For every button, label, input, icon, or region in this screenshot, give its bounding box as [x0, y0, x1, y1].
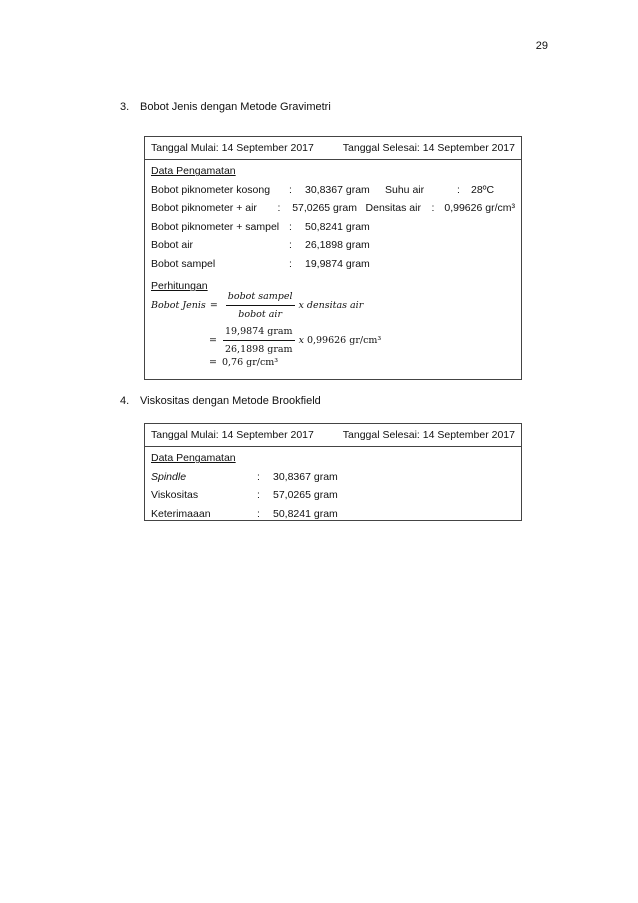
row-colon-2: : [431, 202, 435, 215]
row-value: 57,0265 gram [273, 489, 338, 502]
result-value: 0,76 gr/cm³ [221, 357, 279, 368]
formula-equals: = [209, 300, 218, 311]
section-3-heading [120, 101, 331, 113]
gravimetri-date-header [145, 137, 521, 160]
gravimetri-date-end: Tanggal Selesai: 14 September 2017 [342, 142, 515, 154]
section-3-title: Bobot Jenis dengan Metode Gravimetri [140, 101, 331, 113]
formula-denominator: bobot air [238, 309, 282, 320]
row-colon: : [257, 470, 260, 483]
section-4-number: 4. [120, 395, 130, 407]
brookfield-date-header [145, 424, 521, 447]
brookfield-date-start: Tanggal Mulai: 14 September 2017 [151, 429, 314, 441]
step2-fraction [223, 325, 295, 356]
brookfield-observation-table [151, 468, 515, 524]
gravimetri-observation-heading: Data Pengamatan [151, 165, 236, 178]
row-colon: : [289, 239, 292, 252]
formula-line-1 [151, 290, 363, 321]
row-colon-2: : [457, 183, 460, 196]
table-row [151, 199, 515, 218]
section-4-title: Viskositas dengan Metode Brookfield [140, 395, 321, 407]
row-label: Bobot air [151, 239, 194, 252]
step2-denominator: 26,1898 gram [224, 344, 293, 355]
row-label-2: Densitas air [365, 202, 421, 215]
table-row [151, 468, 515, 487]
row-value: 30,8367 gram [305, 183, 370, 196]
gravimetri-box [144, 136, 522, 380]
formula-line-3 [209, 357, 278, 368]
row-label: Viskositas [151, 489, 199, 502]
row-value: 30,8367 gram [273, 470, 338, 483]
table-row [151, 255, 515, 274]
formula-numerator: bobot sampel [226, 290, 295, 306]
page-number: 29 [535, 40, 548, 52]
row-value: 50,8241 gram [273, 507, 338, 520]
step2-equals: = [209, 335, 217, 346]
step2-x: x [298, 335, 304, 346]
step2-tail-value: 0,99626 gr/cm³ [306, 335, 382, 346]
section-3-number: 3. [120, 101, 130, 113]
table-row [151, 236, 515, 255]
gravimetri-calc-heading: Perhitungan [151, 280, 208, 293]
row-colon: : [257, 507, 260, 520]
row-colon: : [257, 489, 260, 502]
row-colon: : [289, 257, 292, 270]
row-label: Keterimaaan [151, 507, 211, 520]
row-value-2: 0,99626 gr/cm³ [444, 202, 515, 215]
row-label: Bobot piknometer + air [151, 202, 257, 215]
table-row [151, 505, 515, 524]
row-value: 50,8241 gram [305, 220, 370, 233]
formula-line-2 [209, 325, 381, 356]
row-label: Bobot sampel [151, 257, 216, 270]
row-label: Bobot piknometer + sampel [151, 220, 280, 233]
row-label: Spindle [151, 470, 187, 483]
formula-tail: x densitas air [298, 300, 364, 311]
section-4-heading [120, 395, 321, 407]
gravimetri-date-start: Tanggal Mulai: 14 September 2017 [151, 142, 314, 154]
row-colon: : [289, 183, 292, 196]
row-value: 19,9874 gram [305, 257, 370, 270]
row-value-2: 28ºC [471, 183, 495, 196]
brookfield-body [145, 447, 521, 523]
step2-numerator: 19,9874 gram [223, 325, 295, 341]
row-value: 26,1898 gram [305, 239, 370, 252]
row-colon: : [277, 202, 281, 215]
brookfield-date-end: Tanggal Selesai: 14 September 2017 [342, 429, 515, 441]
row-value: 57,0265 gram [292, 202, 357, 215]
table-row [151, 181, 515, 200]
gravimetri-observation-table [151, 181, 515, 274]
brookfield-observation-heading: Data Pengamatan [151, 452, 236, 465]
gravimetri-body [145, 160, 521, 296]
table-row [151, 486, 515, 505]
result-equals: = [209, 357, 217, 368]
row-colon: : [289, 220, 292, 233]
row-label: Bobot piknometer kosong [151, 183, 271, 196]
row-label-2: Suhu air [385, 183, 425, 196]
table-row [151, 218, 515, 237]
brookfield-box [144, 423, 522, 521]
formula-lhs: Bobot Jenis [151, 300, 206, 311]
formula-fraction [226, 290, 295, 321]
